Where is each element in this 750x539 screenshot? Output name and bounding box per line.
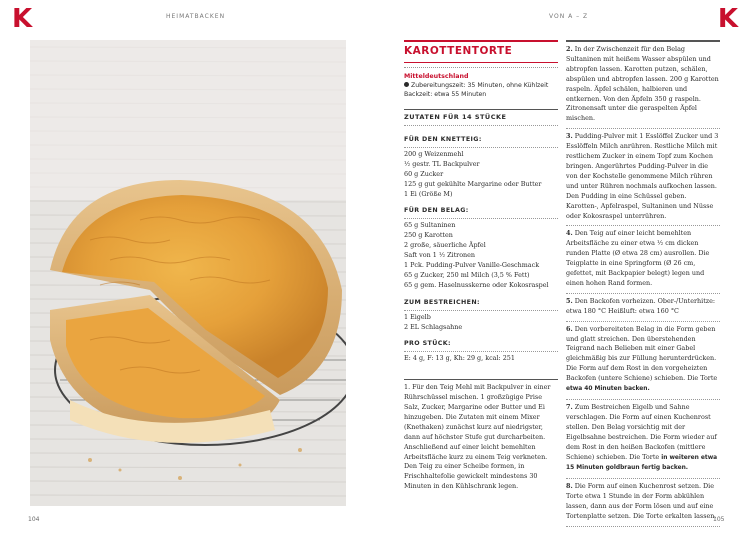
ingredient-item: 65 g Sultaninen	[404, 221, 456, 230]
clock-icon	[404, 82, 409, 87]
page-number-right: 105	[713, 516, 725, 523]
ingredient-item: 65 g Zucker, 250 ml Milch (3,5 % Fett)	[404, 270, 530, 279]
step-2	[566, 40, 720, 129]
ingredient-item: 125 g gut gekühlte Margarine oder Butter	[404, 179, 542, 188]
step-1	[404, 379, 558, 492]
step-number: 7.	[566, 403, 573, 411]
step-text: Für den Teig Mehl mit Backpulver in einer Rührschüssel mischen. 1 großzügige Prise Salz, Zucker, Margarine oder Butter und Ei hinzugeben. Die Zutaten mit einem Mixer (Knethaken) zunächst kurz auf niedrigster, dann auf höchster Stufe gut durcharbeiten. Anschließend auf einer leicht bemehlten Arbeitsfläche kurz zu einem Teig verkneten. Den Teig zu einer Scheibe formen, in Frischhaltefolie gewickelt mindestens 30 Minuten in den Kühlschrank legen.	[404, 383, 551, 491]
ingredient-item: 200 g Weizenmehl	[404, 149, 464, 158]
step-8	[566, 479, 720, 527]
step-text: Den Teig auf einer leicht bemehlten Arbeitsfläche zu einer etwa ½ cm dicken runden Platte (Ø etwa 28 cm) ausrollen. Die Teigplatte in eine Springform (Ø 26 cm, gefettet, mit Backpapier belegt) legen und einen hohen Rand formen.	[566, 229, 710, 287]
dotted-divider	[404, 63, 558, 68]
step-5	[566, 294, 720, 322]
ingredient-item: 2 EL Schlagsahne	[404, 322, 463, 331]
step-3	[566, 129, 720, 226]
ingredient-item: Saft von 1 ½ Zitronen	[404, 251, 476, 260]
page-number-left: 104	[28, 516, 40, 523]
step-text: Den Backofen vorheizen. Ober-/Unterhitze: etwa 180 °C Heißluft: etwa 160 °C	[566, 296, 716, 315]
step-number: 4.	[566, 229, 573, 238]
step-text: Pudding-Pulver mit 1 Esslöffel Zucker und 3 Esslöffeln Milch anrühren. Restliche Milch mit restlichem Zucker in einem Topf zum Kochen bringen. Angerührtes Pudding-Pulver in die von der Kochstelle genommene Milch rühren und unter Rühren nochmals aufkochen lassen. Den Pudding in eine Schüssel geben. Karotten-, Apfelraspel, Sultaninen und Nüsse oder Kokosraspel unterrühren.	[566, 132, 719, 220]
step-highlight: etwa 40 Minuten backen.	[566, 386, 650, 393]
ingredient-item: 1 Ei (Größe M)	[404, 189, 453, 198]
step-number: 5.	[566, 296, 573, 305]
bake-time: Backzeit: etwa 55 Minuten	[404, 90, 487, 98]
step-number: 8.	[566, 482, 573, 491]
group-heading: ZUM BESTREICHEN:	[404, 296, 558, 311]
ingredient-item: 60 g Zucker	[404, 169, 444, 178]
region-label: Mitteldeutschland	[404, 73, 469, 80]
step-text: In der Zwischenzeit für den Belag Sultaninen mit heißem Wasser abspülen und abtropfen lassen. Karotten putzen, schälen, abspülen und abtropfen lassen. 200 g Karotten raspeln. Äpfel schälen, halbieren und entkernen. Von den Äpfeln 350 g raspeln. Zitronensaft unter die geraspelten Äpfel mischen.	[566, 45, 719, 123]
step-text: Zum Bestreichen Eigelb und Sahne verschlagen. Die Form auf einen Kuchenrost stellen. Den Belag vorsichtig mit der Eigelbsahne bestreichen. Die Form wieder auf dem Rost in den heißen Backofen (mittlere Schiene) schieben. Die Torte	[566, 403, 717, 461]
step-highlight: in weiteren etwa 15 Minuten goldbraun fertig backen.	[566, 454, 718, 472]
section-letter-left: K	[12, 4, 33, 34]
ingredient-item: 1 Eigelb	[404, 312, 431, 321]
step-4	[566, 226, 720, 293]
running-head-right: VON A – Z	[549, 13, 589, 20]
group-heading: FÜR DEN BELAG:	[404, 204, 558, 219]
group-heading: PRO STÜCK:	[404, 337, 558, 352]
step-number: 3.	[566, 132, 573, 141]
step-number: 2.	[566, 45, 573, 53]
ingredient-item: ½ gestr. TL Backpulver	[404, 159, 480, 168]
nutrition-info: E: 4 g, F: 13 g, Kh: 29 g, kcal: 251	[404, 354, 515, 363]
section-letter-right: K	[717, 4, 738, 34]
ingredient-item: 250 g Karotten	[404, 231, 453, 240]
step-7	[566, 400, 720, 479]
group-heading: FÜR DEN KNETTEIG:	[404, 133, 558, 148]
ingredient-item: 2 große, säuerliche Äpfel	[404, 241, 486, 250]
running-head-left: HEIMATBACKEN	[166, 13, 226, 20]
prep-time-text: Zubereitungszeit: 35 Minuten, ohne Kühlzeit	[411, 81, 549, 89]
step-text: Die Form auf einen Kuchenrost setzen. Die Torte etwa 1 Stunde in der Form abkühlen lassen, dann aus der Form lösen und auf eine Tortenplatte setzen. Die Torte erkalten lassen.	[566, 482, 717, 521]
carrot-tart-photo	[30, 40, 346, 506]
step-number: 1.	[404, 383, 411, 392]
recipe-column-left	[404, 40, 558, 492]
step-text: Den vorbereiteten Belag in die Form geben und glatt streichen. Den überstehenden Teigrand nach Belieben mit einer Gabel gleichmäßig bis zur Füllung herunterdrücken. Die Form auf dem Rost in den vorgeheizten Backofen (untere Schiene) schieben. Die Torte	[566, 324, 718, 383]
ingredient-item: 1 Pck. Pudding-Pulver Vanille-Geschmack	[404, 260, 540, 269]
step-6	[566, 322, 720, 400]
ingredient-item: 65 g gem. Haselnusskerne oder Kokosraspel	[404, 280, 549, 289]
ingredients-heading: ZUTATEN FÜR 14 STÜCKE	[404, 109, 558, 126]
recipe-column-right	[566, 40, 720, 527]
step-number: 6.	[566, 324, 573, 333]
prep-time	[404, 82, 558, 91]
recipe-title: KAROTTENTORTE	[404, 40, 558, 63]
